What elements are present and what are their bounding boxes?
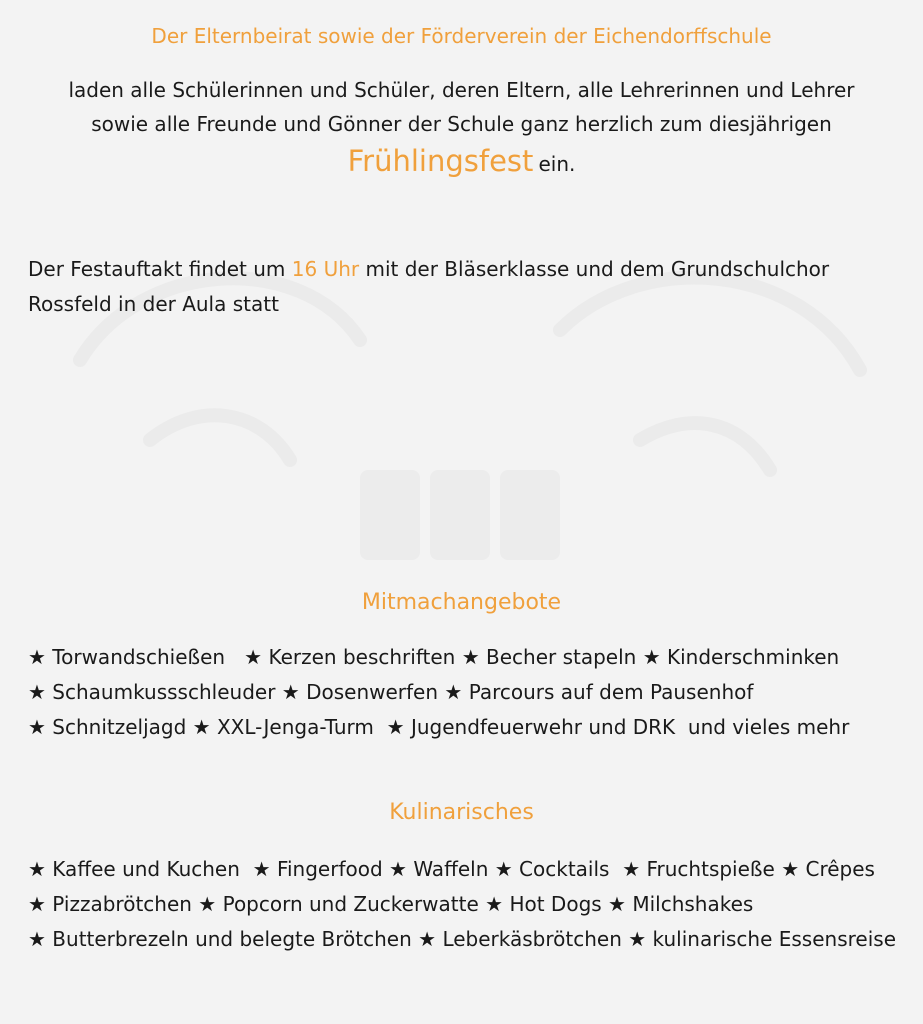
star-icon: ★ bbox=[28, 857, 46, 881]
star-icon: ★ bbox=[608, 892, 626, 916]
list-item: ★ Hot Dogs bbox=[485, 892, 602, 916]
mitmach-heading: Mitmachangebote bbox=[361, 590, 562, 615]
kulinarisches-list bbox=[28, 852, 908, 957]
organizer-heading: Der Elternbeirat sowie der Förderverein der Eichendorffschule bbox=[151, 24, 772, 48]
list-item: ★ kulinarische Essensreise bbox=[628, 927, 896, 951]
list-item: ★ Dosenwerfen bbox=[281, 680, 439, 704]
star-icon: ★ bbox=[28, 715, 46, 739]
festauftakt-paragraph bbox=[28, 252, 908, 322]
star-icon: ★ bbox=[28, 927, 46, 951]
list-item: ★ Kaffee und Kuchen bbox=[28, 857, 240, 881]
star-icon: ★ bbox=[622, 857, 641, 881]
list-item: ★ Schnitzeljagd bbox=[28, 715, 187, 739]
list-item: ★ Milchshakes bbox=[608, 892, 754, 916]
list-item: ★ Cocktails bbox=[494, 857, 610, 881]
event-line bbox=[0, 144, 923, 178]
list-item: ★ Schaumkussschleuder bbox=[28, 680, 276, 704]
star-icon: ★ bbox=[389, 857, 407, 881]
mitmach-list bbox=[28, 640, 908, 745]
festauftakt-prefix: Der Festauftakt findet um bbox=[28, 257, 286, 281]
star-icon: ★ bbox=[461, 645, 480, 669]
star-icon: ★ bbox=[281, 680, 300, 704]
star-icon: ★ bbox=[28, 892, 46, 916]
list-item: ★ Kinderschminken bbox=[642, 645, 840, 669]
list-item: ★ Popcorn und Zuckerwatte bbox=[198, 892, 479, 916]
list-item: ★ Waffeln bbox=[389, 857, 489, 881]
list-item: ★ XXL-Jenga-Turm bbox=[192, 715, 374, 739]
star-icon: ★ bbox=[628, 927, 647, 951]
kulinarisches-heading: Kulinarisches bbox=[389, 800, 534, 825]
star-icon: ★ bbox=[781, 857, 800, 881]
star-icon: ★ bbox=[485, 892, 504, 916]
intro-line-2: sowie alle Freunde und Gönner der Schule ganz herzlich zum diesjährigen bbox=[91, 112, 832, 136]
list-item: ★ Kerzen beschriften bbox=[244, 645, 456, 669]
watermark-drawing bbox=[0, 140, 923, 600]
star-icon: ★ bbox=[444, 680, 463, 704]
list-item-closing: und vieles mehr bbox=[687, 715, 850, 739]
list-item: ★ Fingerfood bbox=[252, 857, 383, 881]
star-icon: ★ bbox=[28, 645, 46, 669]
list-item: ★ Jugendfeuerwehr und DRK bbox=[386, 715, 676, 739]
list-item: ★ Torwandschießen bbox=[28, 645, 226, 669]
star-icon: ★ bbox=[198, 892, 217, 916]
intro-line-1: laden alle Schülerinnen und Schüler, deren Eltern, alle Lehrerinnen und Lehrer bbox=[68, 78, 855, 102]
star-icon: ★ bbox=[494, 857, 513, 881]
list-item: ★ Fruchtspieße bbox=[622, 857, 775, 881]
star-icon: ★ bbox=[28, 680, 46, 704]
list-item: ★ Becher stapeln bbox=[461, 645, 637, 669]
list-item: ★ Butterbrezeln und belegte Brötchen bbox=[28, 927, 412, 951]
event-suffix: ein. bbox=[538, 152, 576, 176]
festauftakt-suffix: mit der Bläserklasse und dem Grundschulchor Rossfeld in der Aula statt bbox=[28, 257, 830, 316]
event-name: Frühlingsfest bbox=[347, 144, 534, 178]
star-icon: ★ bbox=[386, 715, 405, 739]
star-icon: ★ bbox=[192, 715, 211, 739]
list-item: ★ Leberkäsbrötchen bbox=[418, 927, 622, 951]
star-icon: ★ bbox=[642, 645, 661, 669]
list-item: ★ Parcours auf dem Pausenhof bbox=[444, 680, 754, 704]
star-icon: ★ bbox=[244, 645, 263, 669]
festauftakt-time: 16 Uhr bbox=[291, 257, 360, 281]
list-item: ★ Crêpes bbox=[781, 857, 875, 881]
star-icon: ★ bbox=[252, 857, 271, 881]
star-icon: ★ bbox=[418, 927, 437, 951]
list-item: ★ Pizzabrötchen bbox=[28, 892, 192, 916]
